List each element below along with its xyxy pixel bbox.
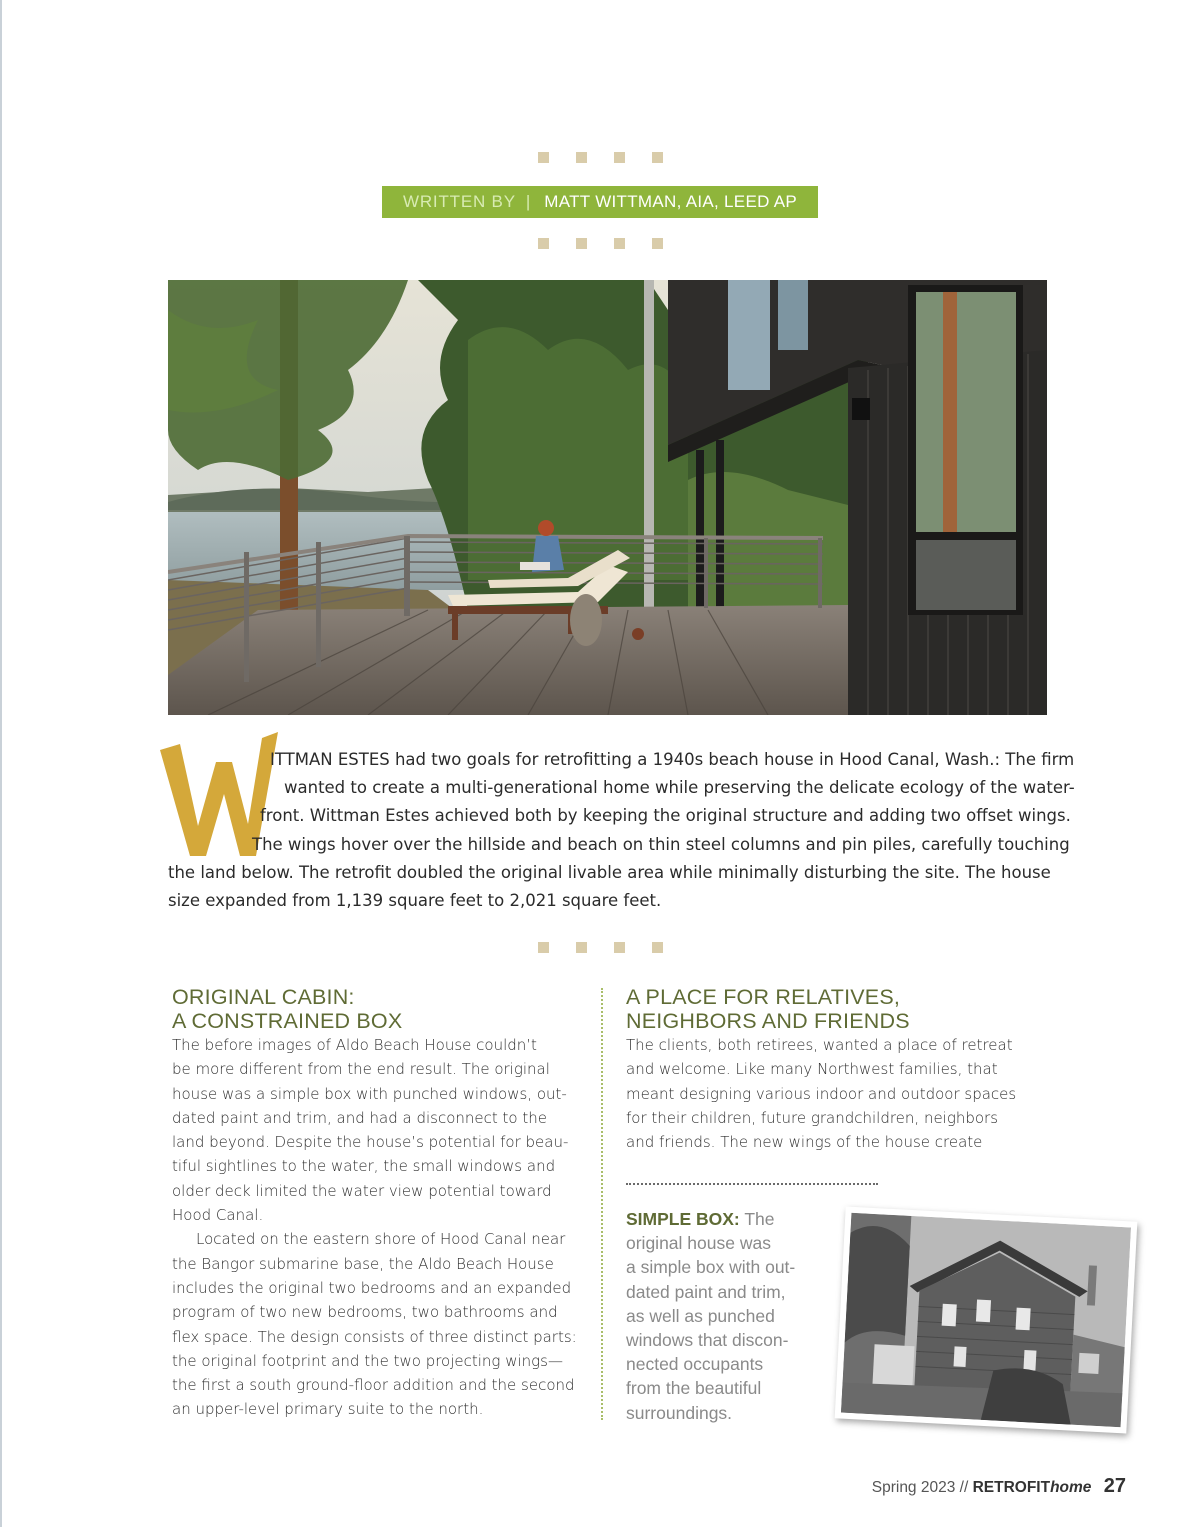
caption-line-5: as well as punched bbox=[626, 1305, 775, 1326]
left-heading-line-1: ORIGINAL CABIN: bbox=[172, 985, 355, 1009]
divider-squares-upper bbox=[538, 238, 663, 249]
left-line-14: the original footprint and the two projecting wings— bbox=[172, 1351, 563, 1370]
byline-author: MATT WITTMAN, AIA, LEED AP bbox=[544, 192, 798, 211]
left-line-11: includes the original two bedrooms and an expanded bbox=[172, 1278, 572, 1297]
footer-season: Spring 2023 bbox=[871, 1479, 956, 1496]
left-line-12: program of two new bedrooms, two bathrooms and bbox=[172, 1303, 558, 1322]
caption-divider-dotted bbox=[626, 1183, 878, 1185]
byline-bar bbox=[382, 186, 818, 218]
byline-label: WRITTEN BY bbox=[403, 192, 516, 211]
left-line-16: an upper-level primary suite to the north. bbox=[172, 1400, 484, 1419]
left-line-3: house was a simple box with punched windows, out- bbox=[172, 1084, 567, 1103]
right-column-heading bbox=[626, 985, 910, 1033]
photo-caption bbox=[626, 1207, 841, 1425]
left-line-8: Hood Canal. bbox=[172, 1206, 264, 1225]
hero-photo-deck bbox=[168, 280, 1047, 715]
left-line-1: The before images of Aldo Beach House couldn’t bbox=[172, 1036, 537, 1054]
before-photo-house bbox=[835, 1207, 1138, 1434]
left-column-body bbox=[172, 1033, 577, 1422]
left-column-heading bbox=[172, 985, 402, 1033]
left-heading-line-2: A CONSTRAINED BOX bbox=[172, 1009, 403, 1033]
left-line-15: the first a south ground-floor addition and the second bbox=[172, 1376, 575, 1395]
footer-slashes: // bbox=[959, 1479, 969, 1496]
right-column-body bbox=[626, 1033, 1016, 1154]
left-line-6: tiful sightlines to the water, the small windows and bbox=[172, 1157, 556, 1176]
caption-head: SIMPLE BOX: bbox=[626, 1209, 740, 1229]
intro-line-1: ITTMAN ESTES had two goals for retrofitting a 1940s beach house in Hood Canal, Wash.: The firm bbox=[270, 750, 1075, 769]
divider-squares-top bbox=[538, 152, 663, 163]
left-line-7: older deck limited the water view potential toward bbox=[172, 1181, 552, 1200]
intro-line-4: The wings hover over the hillside and beach on thin steel columns and pin piles, carefully touching bbox=[252, 835, 1070, 854]
caption-line-6: windows that discon- bbox=[626, 1330, 789, 1351]
left-line-10: the Bangor submarine base, the Aldo Beach House bbox=[172, 1254, 554, 1273]
caption-line-2: original house was bbox=[626, 1233, 771, 1254]
caption-line-9: surroundings. bbox=[626, 1402, 733, 1423]
left-line-2: be more different from the end result. The original bbox=[172, 1060, 550, 1079]
caption-line-3: a simple box with out- bbox=[626, 1257, 796, 1278]
right-line-4: for their children, future grandchildren, neighbors bbox=[626, 1108, 999, 1127]
right-heading-line-1: A PLACE FOR RELATIVES, bbox=[626, 985, 901, 1009]
caption-line-8: from the beautiful bbox=[626, 1378, 762, 1399]
right-line-2: and welcome. Like many Northwest families, that bbox=[626, 1060, 998, 1079]
column-divider-dotted bbox=[601, 988, 603, 1420]
dropcap-text: W bbox=[156, 728, 157, 729]
divider-squares-lower bbox=[538, 942, 663, 953]
caption-line-4: dated paint and trim, bbox=[626, 1281, 786, 1302]
right-line-3: meant designing various indoor and outdoor spaces bbox=[626, 1084, 1017, 1103]
left-line-4: dated paint and trim, and had a disconnect to the bbox=[172, 1108, 547, 1127]
byline-separator: | bbox=[525, 192, 531, 211]
right-heading-line-2: NEIGHBORS AND FRIENDS bbox=[626, 1009, 910, 1033]
page-edge-line bbox=[0, 0, 2, 1527]
caption-line-1: The bbox=[744, 1209, 775, 1229]
page-footer bbox=[872, 1475, 1126, 1498]
intro-line-3: front. Wittman Estes achieved both by keeping the original structure and adding two offset wings. bbox=[260, 806, 1071, 825]
intro-line-6: size expanded from 1,139 square feet to 2,021 square feet. bbox=[168, 891, 662, 910]
footer-brand-bold: RETROFIT bbox=[972, 1479, 1051, 1496]
left-line-9: Located on the eastern shore of Hood Canal near bbox=[196, 1230, 566, 1249]
left-line-13: flex space. The design consists of three distinct parts: bbox=[172, 1327, 577, 1346]
caption-line-7: nected occupants bbox=[626, 1354, 764, 1375]
left-line-5: land beyond. Despite the house’s potential for beau- bbox=[172, 1133, 569, 1152]
footer-brand-italic: home bbox=[1050, 1479, 1092, 1496]
right-line-1: The clients, both retirees, wanted a place of retreat bbox=[626, 1036, 1013, 1054]
intro-line-5: the land below. The retrofit doubled the original livable area while minimally disturbing the site. The house bbox=[168, 863, 1051, 882]
intro-line-2: wanted to create a multi-generational home while preserving the delicate ecology of the water- bbox=[284, 778, 1075, 797]
page-number: 27 bbox=[1103, 1475, 1126, 1497]
right-line-5: and friends. The new wings of the house create bbox=[626, 1133, 983, 1152]
